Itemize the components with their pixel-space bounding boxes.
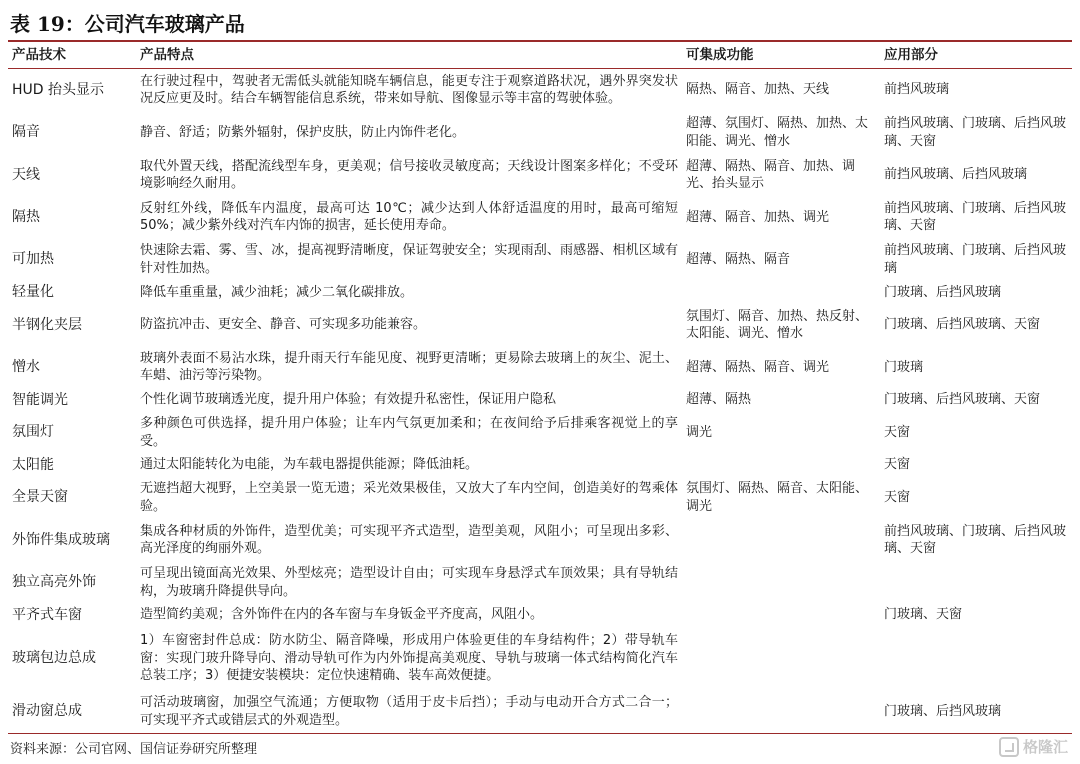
row-tech: 智能调光 xyxy=(12,391,68,408)
watermark xyxy=(999,736,1068,757)
row-feature: 通过太阳能转化为电能，为车载电器提供能源；降低油耗。 xyxy=(140,457,479,473)
row-functions xyxy=(682,454,880,477)
table-title-bar xyxy=(8,4,1072,42)
row-feature: 个性化调节玻璃透光度，提升用户体验；有效提升私密性，保证用户隐私 xyxy=(140,392,557,408)
row-tech: 隔热 xyxy=(12,209,40,226)
row-functions: 隔热、隔音、加热、天线 xyxy=(686,82,830,98)
row-feature: 玻璃外表面不易沾水珠，提升雨天行车能见度、视野更清晰；更易除去玻璃上的灰尘、泥土、车蜡、油污等污染物。 xyxy=(140,350,678,384)
row-application: 前挡风玻璃、门玻璃、后挡风玻璃 xyxy=(884,243,1067,276)
row-application: 前挡风玻璃、门玻璃、后挡风玻璃、天窗 xyxy=(884,116,1067,149)
row-tech: 外饰件集成玻璃 xyxy=(12,531,110,548)
row-functions: 氛围灯、隔音、加热、热反射、太阳能、调光、憎水 xyxy=(686,308,869,342)
row-tech: 玻璃包边总成 xyxy=(12,650,96,666)
watermark-logo-icon xyxy=(999,737,1019,757)
row-application: 天窗 xyxy=(884,457,911,473)
row-feature: 降低车重重量，减少油耗；减少二氧化碳排放。 xyxy=(140,284,414,300)
row-application: 门玻璃、后挡风玻璃 xyxy=(884,284,1002,300)
row-application: 门玻璃、后挡风玻璃、天窗 xyxy=(884,392,1041,408)
row-tech: 全景天窗 xyxy=(12,489,68,506)
table-header-row xyxy=(8,42,1072,69)
row-functions: 氛围灯、隔热、隔音、太阳能、调光 xyxy=(686,481,869,514)
table-row xyxy=(8,561,1072,603)
row-functions: 超薄、隔热、隔音、加热、调光、抬头显示 xyxy=(686,158,856,192)
row-application: 天窗 xyxy=(884,424,911,440)
row-feature: 静音、舒适；防紫外辐射，保护皮肤，防止内饰件老化。 xyxy=(140,124,466,140)
row-tech: 滑动窗总成 xyxy=(8,690,136,733)
row-feature: 反射红外线，降低车内温度，最高可达 10℃；减少达到人体舒适温度的用时，最高可缩短 50%；减少紫外线对汽车内饰的损害，延长使用寿命。 xyxy=(140,200,678,234)
table-row xyxy=(8,519,1072,561)
row-tech: 独立高亮外饰 xyxy=(12,574,96,591)
row-tech: 氛围灯 xyxy=(12,424,54,441)
table-row xyxy=(8,154,1072,196)
table-row xyxy=(8,454,1072,477)
table-body xyxy=(8,69,1072,734)
row-application: 前挡风玻璃、后挡风玻璃 xyxy=(884,167,1028,183)
row-feature: 集成各种材质的外饰件，造型优美；可实现平齐式造型，造型美观，风阻小；可呈现出多彩、高光泽度的绚丽外观。 xyxy=(140,523,678,557)
row-tech: 隔音 xyxy=(12,124,40,141)
header-application: 应用部分 xyxy=(880,42,1072,69)
header-tech: 产品技术 xyxy=(8,42,136,69)
row-functions xyxy=(682,519,880,561)
product-table xyxy=(8,42,1072,734)
row-functions xyxy=(682,690,880,733)
row-functions: 超薄、隔热 xyxy=(686,392,752,408)
row-feature: 可活动玻璃窗，加强空气流通；方便取物（适用于皮卡后挡）；手动与电动开合方式二合一；可实现平齐式或错层式的外观造型。 xyxy=(136,690,682,733)
row-application xyxy=(880,627,1072,691)
row-tech: 天线 xyxy=(12,166,40,183)
row-feature: 在行驶过程中，驾驶者无需低头就能知晓车辆信息，能更专注于观察道路状况，遇外界突发状况反应更及时。结合车辆智能信息系统，带来如导航、图像显示等丰富的驾驶体验。 xyxy=(140,73,678,107)
row-feature: 无遮挡超大视野，上空美景一览无遗；采光效果极佳，又放大了车内空间，创造美好的驾乘体验。 xyxy=(140,481,678,514)
watermark-text: 格隆汇 xyxy=(1022,738,1068,756)
row-functions xyxy=(682,561,880,603)
row-functions: 超薄、隔音、加热、调光 xyxy=(686,209,830,225)
table-row xyxy=(8,346,1072,388)
table-row xyxy=(8,112,1072,154)
row-application: 门玻璃、后挡风玻璃 xyxy=(880,690,1072,733)
row-functions: 超薄、隔热、隔音、调光 xyxy=(686,359,830,375)
row-tech: 平齐式车窗 xyxy=(12,606,82,623)
row-application xyxy=(880,561,1072,603)
row-functions xyxy=(682,281,880,304)
row-tech: HUD 抬头显示 xyxy=(12,81,105,98)
row-tech: 太阳能 xyxy=(12,456,54,473)
row-tech: 半钢化夹层 xyxy=(12,316,82,333)
table-row xyxy=(8,627,1072,691)
row-application: 门玻璃、后挡风玻璃、天窗 xyxy=(884,317,1041,333)
row-feature: 造型简约美观；含外饰件在内的各车窗与车身钣金平齐度高，风阻小。 xyxy=(140,607,544,623)
source-note: 资料来源：公司官网、国信证券研究所整理 xyxy=(10,742,258,757)
table-row xyxy=(8,690,1072,733)
table-title: 表 19：公司汽车玻璃产品 xyxy=(10,11,245,36)
row-tech: 憎水 xyxy=(12,359,40,376)
row-application: 门玻璃、天窗 xyxy=(884,607,963,623)
header-functions: 可集成功能 xyxy=(682,42,880,69)
table-row xyxy=(8,196,1072,238)
row-functions: 超薄、隔热、隔音 xyxy=(686,252,791,268)
row-tech: 可加热 xyxy=(12,251,54,268)
row-feature: 可呈现出镜面高光效果、外型炫亮；造型设计自由；可实现车身悬浮式车顶效果；具有导轨结构，为玻璃升降提供导向。 xyxy=(140,566,678,599)
row-feature: 多种颜色可供选择，提升用户体验；让车内气氛更加柔和；在夜间给予后排乘客视觉上的享受。 xyxy=(140,416,678,449)
table-row xyxy=(8,304,1072,346)
table-row xyxy=(8,604,1072,627)
row-application: 前挡风玻璃、门玻璃、后挡风玻璃、天窗 xyxy=(884,200,1067,234)
table-row xyxy=(8,411,1072,453)
row-feature: 1）车窗密封件总成：防水防尘、隔音降噪，形成用户体验更佳的车身结构件；2）带导轨车窗：实现门玻升降导向、滑动导轨可作为内外饰提高美观度、导轨与玻璃一体式结构简化汽车总装工序；3）便捷安装模块：定位快速精确、装车高效便捷。 xyxy=(140,633,678,684)
row-tech: 轻量化 xyxy=(12,284,54,301)
row-functions: 调光 xyxy=(686,424,713,440)
table-row xyxy=(8,239,1072,281)
header-feature: 产品特点 xyxy=(136,42,682,69)
row-feature: 防盗抗冲击、更安全、静音、可实现多功能兼容。 xyxy=(140,317,427,333)
table-row xyxy=(8,477,1072,519)
row-application: 前挡风玻璃 xyxy=(884,82,950,98)
row-application: 天窗 xyxy=(884,490,911,506)
table-row xyxy=(8,281,1072,304)
table-row xyxy=(8,69,1072,112)
row-feature: 取代外置天线，搭配流线型车身，更美观；信号接收灵敏度高；天线设计图案多样化；不受环境影响经久耐用。 xyxy=(140,158,678,192)
table-row xyxy=(8,389,1072,412)
row-application: 前挡风玻璃、门玻璃、后挡风玻璃、天窗 xyxy=(884,523,1067,557)
row-functions xyxy=(682,604,880,627)
row-functions xyxy=(682,627,880,691)
row-application: 门玻璃 xyxy=(884,359,924,375)
row-functions: 超薄、氛围灯、隔热、加热、太阳能、调光、憎水 xyxy=(686,116,869,149)
row-feature: 快速除去霜、雾、雪、冰，提高视野清晰度，保证驾驶安全；实现雨刮、雨感器、相机区域有针对性加热。 xyxy=(140,243,678,276)
